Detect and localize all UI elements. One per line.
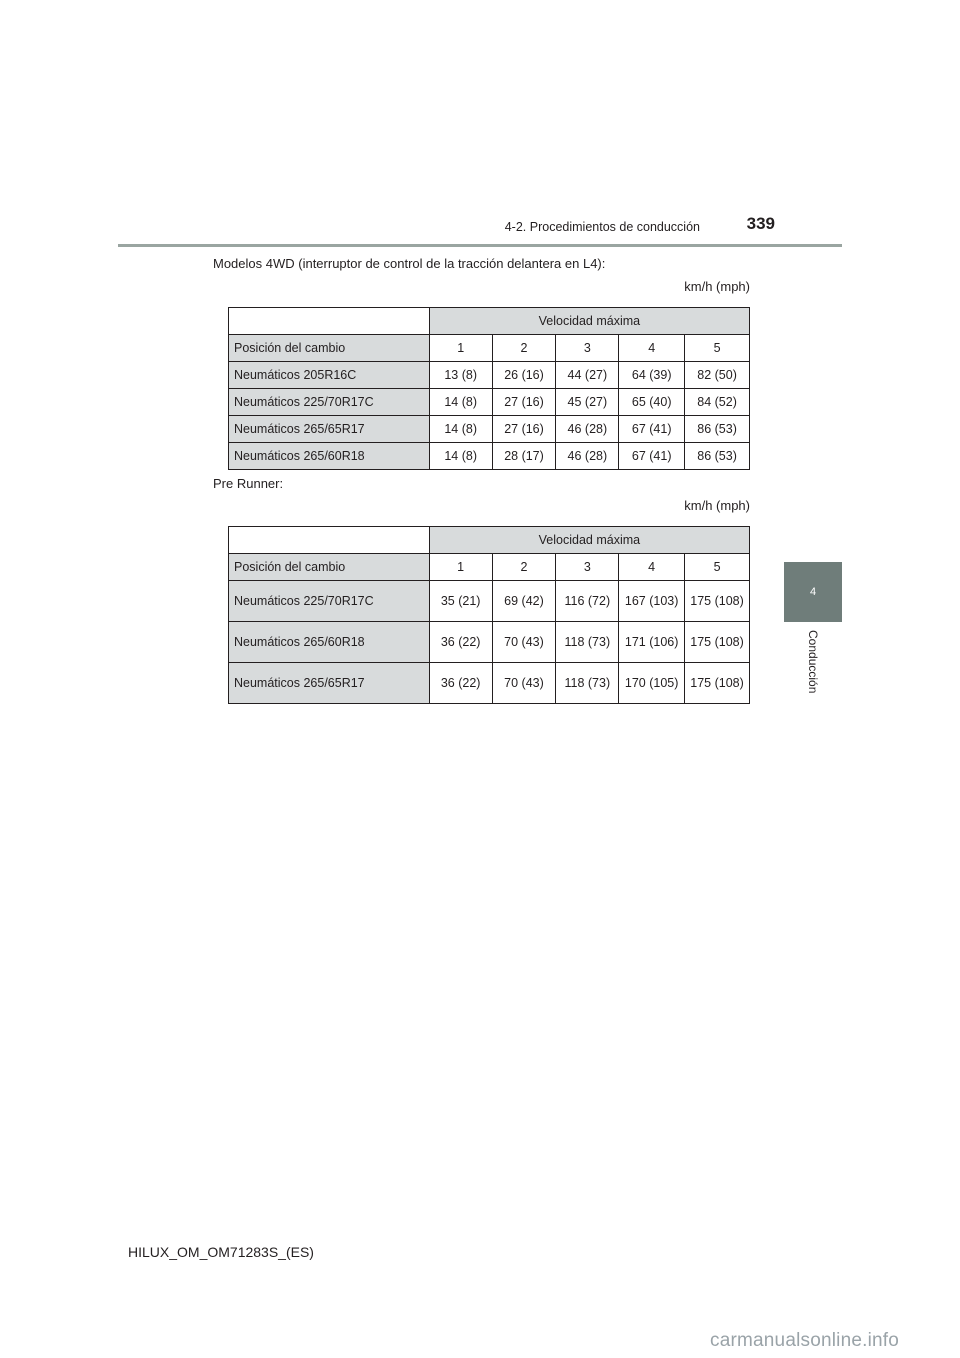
gear-cell: 1 xyxy=(429,554,492,581)
speed-cell: 118 (73) xyxy=(556,663,619,704)
table-row xyxy=(229,443,750,470)
tire-label: Neumáticos 265/65R17 xyxy=(229,663,430,704)
speed-cell: 13 (8) xyxy=(429,362,492,389)
chapter-name: Conducción xyxy=(806,630,820,694)
speed-cell: 44 (27) xyxy=(556,362,619,389)
max-speed-table-prerunner xyxy=(228,526,750,704)
gear-cell: 3 xyxy=(556,335,619,362)
speed-cell: 64 (39) xyxy=(619,362,685,389)
speed-cell: 175 (108) xyxy=(685,663,750,704)
max-speed-header: Velocidad máxima xyxy=(429,308,749,335)
table2-unit: km/h (mph) xyxy=(684,498,750,513)
speed-cell: 36 (22) xyxy=(429,663,492,704)
speed-cell: 175 (108) xyxy=(685,622,750,663)
speed-cell: 116 (72) xyxy=(556,581,619,622)
tire-label: Neumáticos 265/60R18 xyxy=(229,622,430,663)
chapter-number: 4 xyxy=(809,586,817,598)
table-row xyxy=(229,622,750,663)
speed-cell: 84 (52) xyxy=(685,389,750,416)
section-title: 4-2. Procedimientos de conducción xyxy=(504,220,700,234)
table-row xyxy=(229,581,750,622)
tire-label: Neumáticos 265/65R17 xyxy=(229,416,430,443)
speed-cell: 45 (27) xyxy=(556,389,619,416)
speed-cell: 82 (50) xyxy=(685,362,750,389)
gear-cell: 5 xyxy=(685,335,750,362)
speed-cell: 171 (106) xyxy=(619,622,685,663)
speed-cell: 35 (21) xyxy=(429,581,492,622)
table-row xyxy=(229,389,750,416)
page-number: 339 xyxy=(746,214,775,233)
gear-cell: 5 xyxy=(685,554,750,581)
speed-cell: 14 (8) xyxy=(429,443,492,470)
gear-cell: 4 xyxy=(619,335,685,362)
speed-cell: 170 (105) xyxy=(619,663,685,704)
gear-cell: 1 xyxy=(429,335,492,362)
table-corner-cell xyxy=(229,527,430,554)
speed-cell: 86 (53) xyxy=(685,416,750,443)
tire-label: Neumáticos 205R16C xyxy=(229,362,430,389)
speed-cell: 86 (53) xyxy=(685,443,750,470)
gear-cell: 2 xyxy=(492,554,556,581)
table-row xyxy=(229,416,750,443)
speed-cell: 46 (28) xyxy=(556,443,619,470)
gear-position-label: Posición del cambio xyxy=(229,335,430,362)
speed-cell: 67 (41) xyxy=(619,443,685,470)
speed-cell: 67 (41) xyxy=(619,416,685,443)
chapter-tab xyxy=(784,562,842,622)
header-divider xyxy=(118,244,842,247)
speed-cell: 118 (73) xyxy=(556,622,619,663)
speed-cell: 167 (103) xyxy=(619,581,685,622)
speed-cell: 14 (8) xyxy=(429,416,492,443)
tire-label: Neumáticos 225/70R17C xyxy=(229,389,430,416)
speed-cell: 27 (16) xyxy=(492,389,556,416)
table1-unit: km/h (mph) xyxy=(684,279,750,294)
table-row xyxy=(229,362,750,389)
tire-label: Neumáticos 225/70R17C xyxy=(229,581,430,622)
document-code: HILUX_OM_OM71283S_(ES) xyxy=(128,1244,314,1260)
speed-cell: 26 (16) xyxy=(492,362,556,389)
table2-intro: Pre Runner: xyxy=(213,476,284,491)
speed-cell: 27 (16) xyxy=(492,416,556,443)
gear-cell: 2 xyxy=(492,335,556,362)
max-speed-header: Velocidad máxima xyxy=(429,527,749,554)
speed-cell: 36 (22) xyxy=(429,622,492,663)
tire-label: Neumáticos 265/60R18 xyxy=(229,443,430,470)
speed-cell: 65 (40) xyxy=(619,389,685,416)
speed-cell: 14 (8) xyxy=(429,389,492,416)
speed-cell: 175 (108) xyxy=(685,581,750,622)
gear-cell: 3 xyxy=(556,554,619,581)
table-row xyxy=(229,663,750,704)
table1-intro: Modelos 4WD (interruptor de control de la tracción delantera en L4): xyxy=(213,256,606,271)
watermark: carmanualsonline.info xyxy=(710,1330,900,1351)
table-corner-cell xyxy=(229,308,430,335)
gear-position-label: Posición del cambio xyxy=(229,554,430,581)
speed-cell: 70 (43) xyxy=(492,663,556,704)
speed-cell: 69 (42) xyxy=(492,581,556,622)
speed-cell: 46 (28) xyxy=(556,416,619,443)
gear-cell: 4 xyxy=(619,554,685,581)
speed-cell: 28 (17) xyxy=(492,443,556,470)
max-speed-table-4wd xyxy=(228,307,750,470)
speed-cell: 70 (43) xyxy=(492,622,556,663)
